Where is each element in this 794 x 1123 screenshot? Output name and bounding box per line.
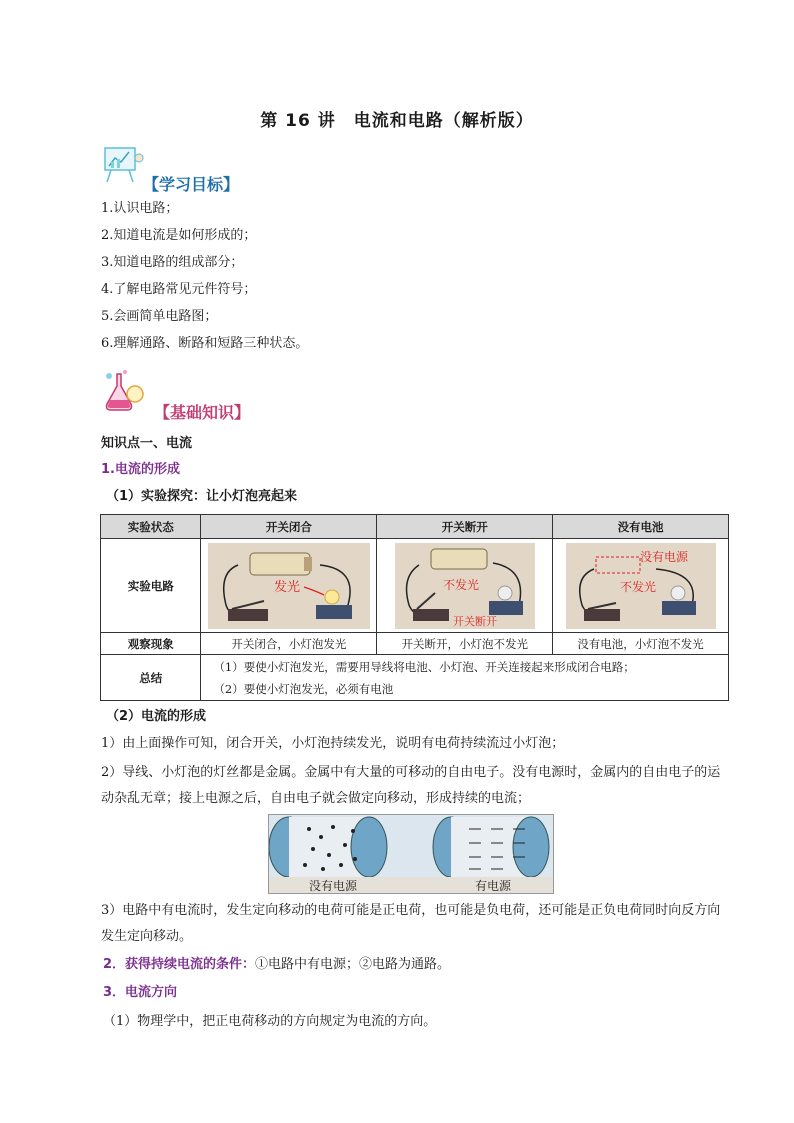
table-header-cell: 实验状态	[101, 515, 201, 539]
table-row-circuit	[101, 539, 729, 633]
page-title: 第 16 讲 电流和电路（解析版）	[260, 111, 534, 131]
electron-figure	[268, 814, 554, 894]
table-row-summary	[101, 655, 729, 701]
table-header-cell: 开关断开	[377, 515, 553, 539]
svg-text:开关断开: 开关断开	[452, 614, 497, 628]
svg-text:发光: 发光	[273, 579, 300, 595]
condition-text: ①电路中有电源；②电路为通路。	[255, 957, 451, 972]
whiteboard-icon	[101, 144, 145, 188]
table-header-row	[101, 515, 729, 539]
goal-item: 1.认识电路；	[101, 201, 179, 216]
row-label: 观察现象	[101, 633, 201, 655]
goal-item: 5.会画简单电路图；	[101, 309, 218, 324]
row-label: 实验电路	[101, 539, 201, 633]
paragraph: 1）由上面操作可知，闭合开关，小灯泡持续发光，说明有电荷持续流过小灯泡；	[101, 736, 565, 751]
experiment-table	[100, 514, 729, 701]
row-label: 总结	[101, 655, 201, 701]
condition-line	[103, 956, 450, 974]
table-row-observation	[101, 633, 729, 655]
svg-text:有电源: 有电源	[475, 879, 512, 893]
summary-cell	[201, 655, 729, 701]
circuit-photo-closed	[201, 539, 377, 633]
table-cell: 没有电池，小灯泡不发光	[553, 633, 729, 655]
subsection-heading: （2）电流的形成	[106, 709, 207, 724]
table-header-cell: 开关闭合	[201, 515, 377, 539]
subsection-heading: 3．电流方向	[103, 985, 178, 1000]
flask-icon	[101, 368, 145, 416]
svg-text:没有电源: 没有电源	[309, 879, 358, 893]
goal-item: 2.知道电流是如何形成的；	[101, 228, 257, 243]
paragraph: 3）电路中有电流时，发生定向移动的电荷可能是正电荷，也可能是负电荷，还可能是正负电荷同时向反方向发生定向移动。	[101, 903, 721, 944]
circuit-photo-open	[377, 539, 553, 633]
goal-item: 3.知道电路的组成部分；	[101, 255, 244, 270]
condition-lead: 2．获得持续电流的条件：	[103, 957, 256, 972]
goal-item: 4.了解电路常见元件符号；	[101, 282, 257, 297]
section-label-basics: 【基础知识】	[154, 403, 251, 422]
paragraph: 2）导线、小灯泡的灯丝都是金属。金属中有大量的可移动的自由电子。没有电源时，金属内的自由电子的运动杂乱无章；接上电源之后，自由电子就会做定向移动，形成持续的电流；	[101, 765, 721, 806]
section-label-goals: 【学习目标】	[143, 175, 240, 194]
table-cell: 开关闭合，小灯泡发光	[201, 633, 377, 655]
table-cell: 开关断开，小灯泡不发光	[377, 633, 553, 655]
subsection-heading: 1.电流的形成	[101, 462, 180, 477]
table-header-cell: 没有电池	[553, 515, 729, 539]
circuit-photo-no-battery	[553, 539, 729, 633]
goal-item: 6.理解通路、断路和短路三种状态。	[101, 336, 309, 351]
summary-line: （2）要使小灯泡发光，必须有电池	[213, 681, 394, 696]
paragraph: （1）物理学中，把正电荷移动的方向规定为电流的方向。	[103, 1014, 437, 1029]
svg-text:不发光: 不发光	[619, 579, 656, 594]
svg-text:不发光: 不发光	[442, 577, 479, 592]
experiment-heading: （1）实验探究：让小灯泡亮起来	[106, 489, 298, 504]
summary-line: （1）要使小灯泡发光，需要用导线将电池、小灯泡、开关连接起来形成闭合电路；	[213, 659, 635, 674]
svg-text:没有电源: 没有电源	[639, 549, 688, 564]
knowledge-point-heading: 知识点一、电流	[101, 436, 193, 451]
